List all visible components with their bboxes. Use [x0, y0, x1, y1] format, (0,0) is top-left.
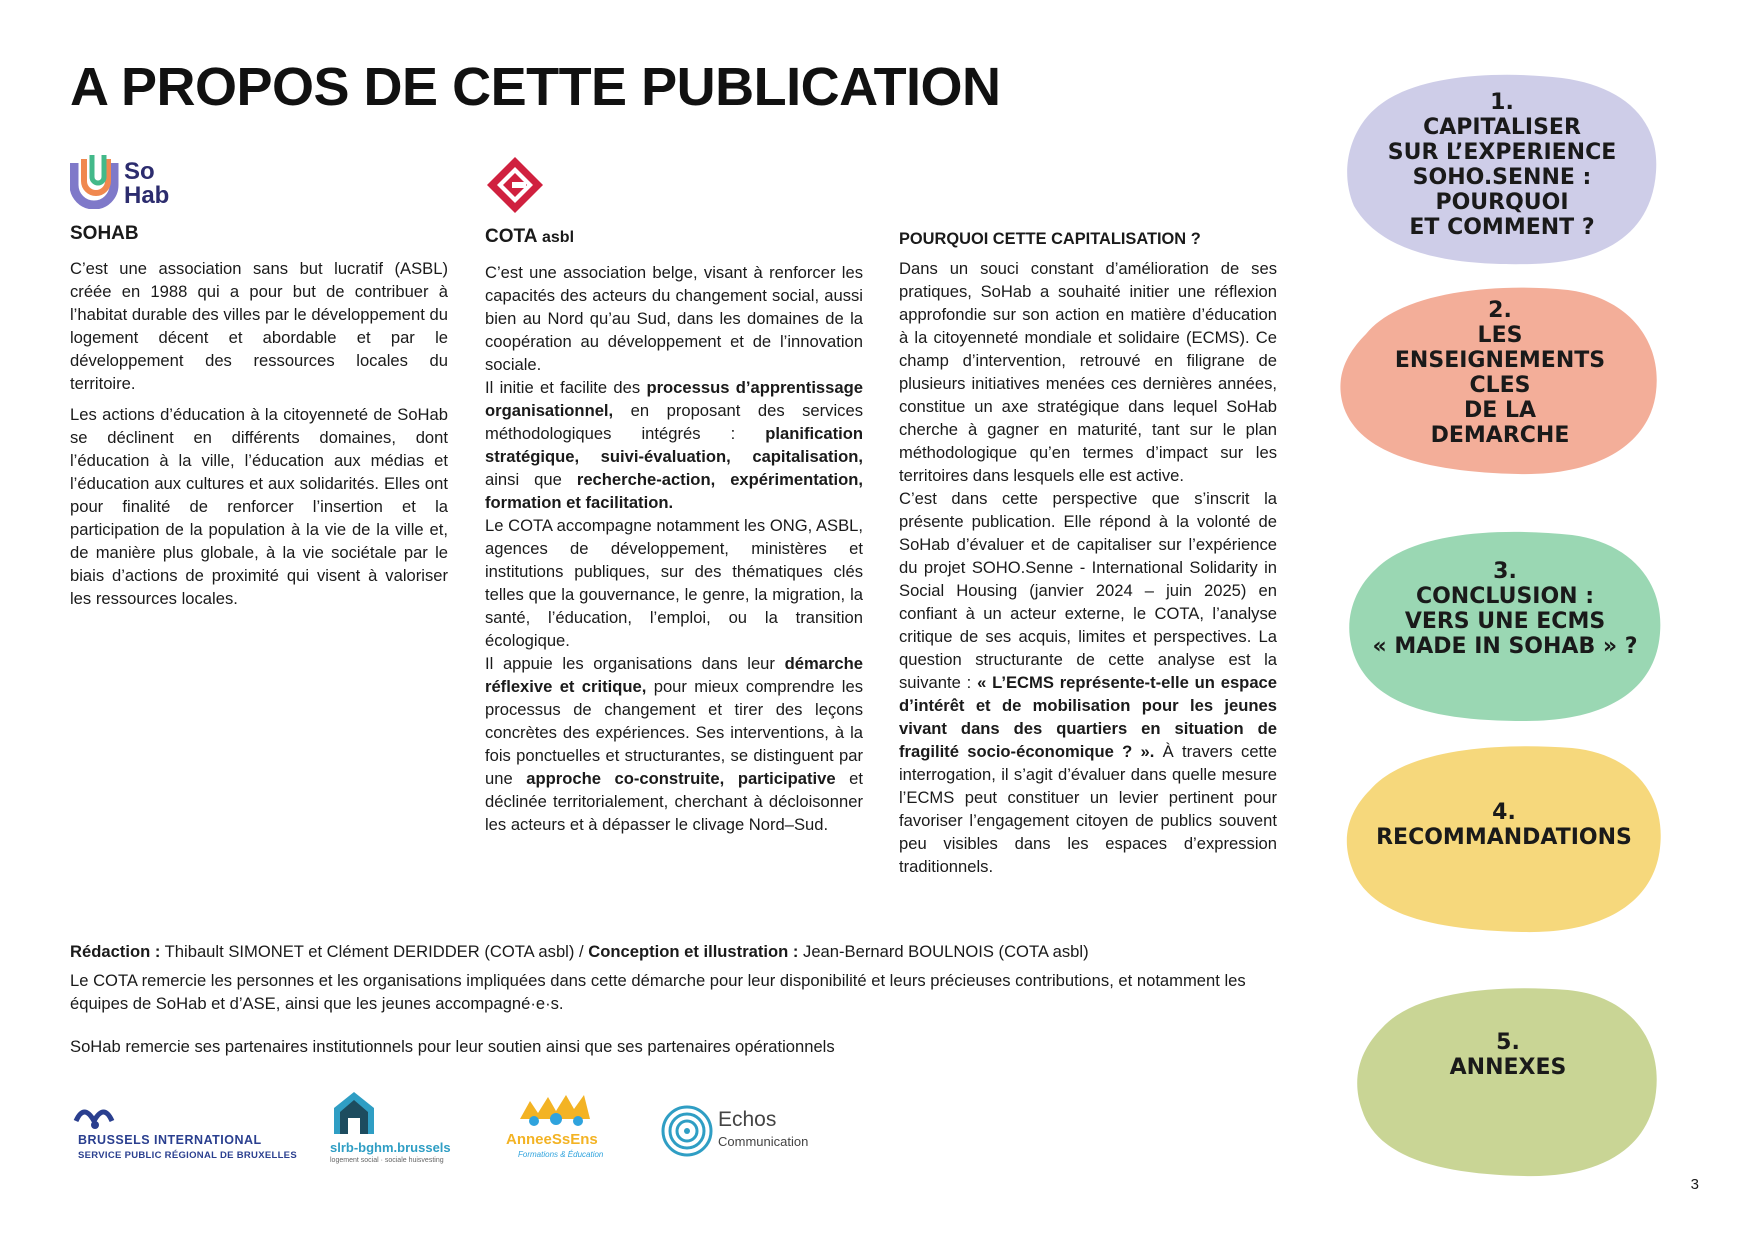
sohab-paragraph: Les actions d’éducation à la citoyenneté de SoHab se déclinent en différents domaines, dont l’éducation à la ville, l’éducation aux médias et l’éducation aux cultures et aux solidarités. Elles ont pour finalité de renforcer l’insertion et la participation de la population à la vie de la ville et, de manière plus globale, à la vie sociétale par le biais d’actions de proximité qui visent à valoriser les ressources locales.: [70, 405, 448, 608]
toc-line: CONCLUSION :: [1415, 584, 1595, 609]
anneessens-logo: AnneeSsEns Formations & Éducation: [506, 1095, 606, 1165]
cota-logo: [485, 155, 545, 215]
toc-line: DE LA: [1464, 398, 1536, 423]
cota-section: [485, 225, 863, 836]
toc-item-3[interactable]: [1346, 525, 1664, 725]
page-number: 3: [1690, 1176, 1699, 1193]
toc-blob-shape: [1357, 988, 1657, 1176]
toc-line: DEMARCHE: [1430, 423, 1570, 448]
why-paragraph: Dans un souci constant d’amélioration de ses pratiques, SoHab a souhaité initier une réflexion approfondie sur son action en matière d’éducation à la citoyenneté mondiale et solidaire (ECMS). Ce champ d’intervention, retrouvé en filigrane de plusieurs initiatives menées ces dernières années, constitue un axe stratégique dans lequel SoHab cherche à gagner en maturité, tant sur le plan méthodologique qu’en termes d’impact sur les territoires dans lesquels elle est active.: [899, 259, 1277, 485]
toc-line: LES: [1477, 323, 1523, 348]
toc-number: 3.: [1493, 559, 1517, 584]
credits-block: [70, 940, 1280, 1058]
cota-paragraph: Le COTA accompagne notamment les ONG, ASBL, agences de développement, ministères et institutions publiques, sur des thématiques clés telles que la gouvernance, le genre, la migration, la santé, l’éducation, l’emploi, ou la transition écologique.: [485, 516, 863, 650]
sohab-section: [70, 222, 448, 618]
echos-communication-logo: Echos Communication: [660, 1104, 830, 1160]
page-title: A PROPOS DE CETTE PUBLICATION: [70, 57, 1001, 117]
toc-item-4[interactable]: [1344, 740, 1664, 936]
partners-text: SoHab remercie ses partenaires institutionnels pour leur soutien ainsi que ses partenaires opérationnels: [70, 1037, 835, 1056]
toc-line: RECOMMANDATIONS: [1376, 825, 1632, 850]
toc-item-2[interactable]: [1338, 282, 1662, 478]
cota-heading-suffix: asbl: [542, 229, 575, 246]
toc-line: CAPITALISER: [1423, 115, 1581, 140]
toc-line: ET COMMENT ?: [1409, 215, 1595, 240]
toc-number: 2.: [1488, 298, 1512, 323]
cota-paragraph: Il appuie les organisations dans leur démarche réflexive et critique, pour mieux comprendre les processus de changement et tirer des leçons concrètes des expériences. Ses interventions, à la fois ponctuelles et structurantes, se distinguent par une approche co-construite, participative et déclinée territorialement, cherchant à décloisonner les acteurs et à dépasser le clivage Nord–Sud.: [485, 654, 863, 834]
cota-heading-name: COTA: [485, 226, 537, 247]
toc-line: POURQUOI: [1435, 190, 1569, 215]
toc-number: 4.: [1492, 800, 1516, 825]
toc-line: SOHO.SENNE :: [1412, 165, 1592, 190]
why-section: [899, 228, 1277, 878]
toc-line: CLES: [1469, 373, 1531, 398]
thanks-text: Le COTA remercie les personnes et les organisations impliquées dans cette démarche pour leur disponibilité et leurs précieuses contributions, et notamment les équipes de SoHab et d’ASE, ainsi que les jeunes accompagné·e·s.: [70, 971, 1246, 1013]
why-heading: POURQUOI CETTE CAPITALISATION ?: [899, 230, 1201, 248]
toc-line: ENSEIGNEMENTS: [1394, 348, 1606, 373]
brussels-international-logo: BRUSSELS INTERNATIONAL SERVICE PUBLIC RÉGIONAL DE BRUXELLES: [70, 1103, 315, 1163]
toc-line: VERS UNE ECMS: [1404, 609, 1606, 634]
cota-heading: [485, 225, 863, 249]
toc-number: 5.: [1496, 1030, 1520, 1055]
sohab-logo: [70, 153, 190, 209]
why-paragraph: C’est dans cette perspective que s’inscrit la présente publication. Elle répond à la volonté de SoHab d’évaluer et de capitaliser sur l’expérience du projet SOHO.Senne - International Solidarity in Social Housing (janvier 2024 – juin 2025) en confiant à un acteur externe, le COTA, l’analyse critique de ses acquis, limites et perspectives. La question structurante de cette analyse est la suivante : « L’ECMS représente-t-elle un espace d’intérêt et de mobilisation pour les jeunes vivant dans des quartiers en situation de fragilité socio-économique ? ». À travers cette interrogation, il s’agit d’évaluer dans quelle mesure l’ECMS peut constituer un levier pertinent pour favoriser l’engagement citoyen de publics souvent peu visibles dans les espaces d’expression traditionnels.: [899, 489, 1278, 876]
sohab-paragraph: C’est une association sans but lucratif (ASBL) créée en 1988 qui a pour but de contribuer à l’habitat durable des villes par le développement du logement décent et abordable et par le développement des ressources locales du territoire.: [70, 259, 448, 393]
toc-item-1[interactable]: [1342, 68, 1662, 268]
toc-line: « MADE IN SOHAB » ?: [1372, 634, 1638, 659]
toc-line: SUR L’EXPERIENCE: [1387, 140, 1617, 165]
svg-text:Hab: Hab: [124, 182, 170, 209]
credits-line: Rédaction : Thibault SIMONET et Clément DERIDDER (COTA asbl) / Conception et illustration : Jean-Bernard BOULNOIS (COTA asbl): [70, 942, 1089, 961]
sohab-heading: SOHAB: [70, 223, 139, 244]
cota-paragraph: C’est une association belge, visant à renforcer les capacités des acteurs du changement social, aussi bien au Nord qu’au Sud, dans les domaines de la coopération au développement et de l’innovation sociale.: [485, 263, 863, 374]
toc-item-5[interactable]: [1354, 982, 1662, 1178]
toc-number: 1.: [1490, 90, 1514, 115]
slrb-logo: slrb-bghm.brussels logement social · sociale huisvesting: [330, 1090, 480, 1165]
svg-text:So: So: [124, 158, 155, 185]
cota-paragraph: Il initie et facilite des processus d’apprentissage organisationnel, en proposant des services méthodologiques intégrés : planification stratégique, suivi-évaluation, capitalisation, ainsi que recherche-action, expérimentation, formation et facilitation.: [485, 378, 863, 512]
toc-line: ANNEXES: [1449, 1055, 1567, 1080]
